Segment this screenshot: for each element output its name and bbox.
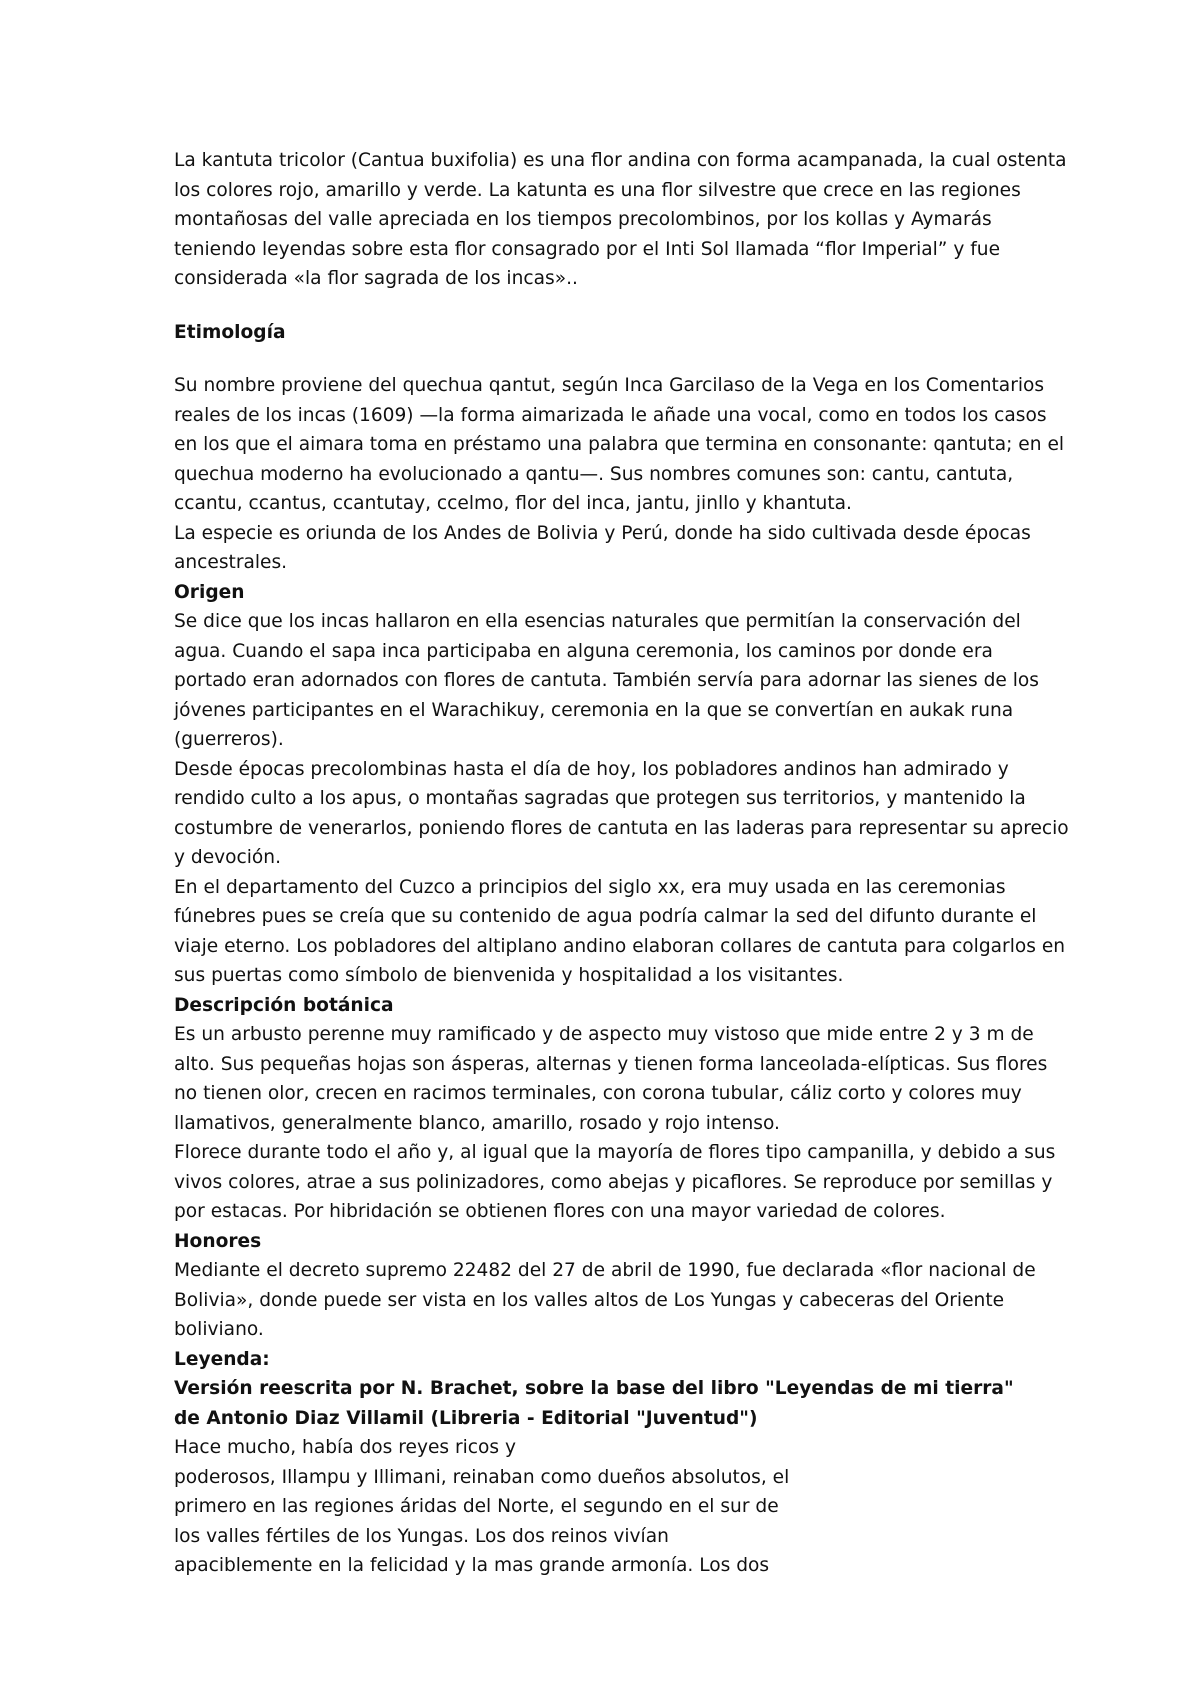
text-line: en los que el aimara toma en préstamo una palabra que termina en consonante: qantuta; en el (174, 434, 1065, 455)
text-line: Desde épocas precolombinas hasta el día de hoy, los pobladores andinos han admirado y (174, 758, 1009, 780)
text-line: portado eran adornados con flores de cantuta. También servía para adornar las sienes de los (174, 670, 1039, 691)
text-line: Bolivia», donde puede ser vista en los valles altos de Los Yungas y cabeceras del Oriente (174, 1289, 1005, 1311)
text-line: ancestrales. (174, 552, 288, 573)
heading-etimologia: Etimología (174, 321, 286, 343)
leyenda-section (174, 1433, 1054, 1581)
paragraph-gap (174, 347, 1054, 371)
text-line: Hace mucho, había dos reyes ricos y (174, 1437, 517, 1458)
document-body (174, 146, 1069, 1581)
text-line: Es un arbusto perenne muy ramificado y de aspecto muy vistoso que mide entre 2 y 3 m de (174, 1024, 1034, 1045)
text-line: alto. Sus pequeñas hojas son ásperas, alternas y tienen forma lanceolada-elípticas. Sus flores (174, 1053, 1048, 1075)
honores-section (174, 1256, 1054, 1345)
text-line: montañosas del valle apreciada en los tiempos precolombinos, por los kollas y Aymarás (174, 209, 992, 230)
heading-origen: Origen (174, 581, 245, 603)
descripcion-section (174, 1020, 1054, 1227)
text-line: (guerreros). (174, 729, 284, 750)
text-line: llamativos, generalmente blanco, amarillo, rosado y rojo intenso. (174, 1112, 780, 1134)
text-line: primero en las regiones áridas del Norte, el segundo en el sur de (174, 1496, 779, 1517)
text-line: vivos colores, atrae a sus polinizadores, como abejas y picaflores. Se reproduce por semillas y (174, 1171, 1053, 1193)
etimologia-section (174, 371, 1065, 578)
text-line: boliviano. (174, 1319, 264, 1340)
text-line: La especie es oriunda de los Andes de Bolivia y Perú, donde ha sido cultivada desde épocas (174, 522, 1031, 544)
text-line: Mediante el decreto supremo 22482 del 27 de abril de 1990, fue declarada «flor nacional de (174, 1260, 1036, 1281)
text-line: teniendo leyendas sobre esta flor consagrado por el Inti Sol llamada “flor Imperial” y fue (174, 238, 1001, 260)
text-line: sus puertas como símbolo de bienvenida y hospitalidad a los visitantes. (174, 965, 844, 986)
text-line: ccantu, ccantus, ccantutay, ccelmo, flor del inca, jantu, jinllo y khantuta. (174, 493, 852, 514)
text-line: quechua moderno ha evolucionado a qantu—. Sus nombres comunes son: cantu, cantuta, (174, 463, 1014, 485)
text-line: Florece durante todo el año y, al igual que la mayoría de flores tipo campanilla, y debido a sus (174, 1142, 1056, 1163)
text-line: no tienen olor, crecen en racimos terminales, con corona tubular, cáliz corto y colores muy (174, 1083, 1022, 1104)
heading-leyenda: Leyenda: (174, 1348, 270, 1370)
text-line: poderosos, Illampu y Illimani, reinaban como dueños absolutos, el (174, 1466, 790, 1488)
text-line: los colores rojo, amarillo y verde. La katunta es una flor silvestre que crece en las regiones (174, 179, 1021, 201)
text-line: La kantuta tricolor (Cantua buxifolia) es una flor andina con forma acampanada, la cual ostenta (174, 150, 1067, 171)
heading-honores: Honores (174, 1230, 262, 1252)
text-line: jóvenes participantes en el Warachikuy, ceremonia en la que se convertían en aukak runa (174, 699, 1014, 721)
text-line: los valles fértiles de los Yungas. Los dos reinos vivían (174, 1525, 669, 1547)
text-line: y devoción. (174, 847, 281, 868)
heading-descripcion: Descripción botánica (174, 994, 394, 1016)
leyenda-subheading: de Antonio Diaz Villamil (Libreria - Editorial "Juventud") (174, 1407, 758, 1429)
text-line: Se dice que los incas hallaron en ella esencias naturales que permitían la conservación del (174, 611, 1021, 632)
text-line: viaje eterno. Los pobladores del altiplano andino elaboran collares de cantuta para colgarlos en (174, 935, 1066, 957)
text-line: costumbre de venerarlos, poniendo flores de cantuta en las laderas para representar su aprecio (174, 817, 1069, 839)
text-line: agua. Cuando el sapa inca participaba en alguna ceremonia, los caminos por donde era (174, 640, 993, 662)
text-line: rendido culto a los apus, o montañas sagradas que protegen sus territorios, y mantenido la (174, 788, 1026, 809)
text-line: apaciblemente en la felicidad y la mas grande armonía. Los dos (174, 1555, 770, 1576)
origen-section (174, 607, 1069, 991)
text-line: por estacas. Por hibridación se obtienen flores con una mayor variedad de colores. (174, 1201, 946, 1222)
paragraph-gap (174, 294, 1054, 318)
leyenda-subheading: Versión reescrita por N. Brachet, sobre la base del libro "Leyendas de mi tierra" (174, 1378, 1014, 1399)
text-line: En el departamento del Cuzco a principios del siglo xx, era muy usada en las ceremonias (174, 876, 1006, 898)
text-line: considerada «la flor sagrada de los incas».. (174, 268, 578, 289)
text-line: fúnebres pues se creía que su contenido de agua podría calmar la sed del difunto durante el (174, 906, 1037, 927)
intro-paragraph (174, 146, 1067, 294)
text-line: Su nombre proviene del quechua qantut, según Inca Garcilaso de la Vega en los Comentarios (174, 375, 1045, 396)
text-line: reales de los incas (1609) —la forma aimarizada le añade una vocal, como en todos los casos (174, 404, 1047, 426)
